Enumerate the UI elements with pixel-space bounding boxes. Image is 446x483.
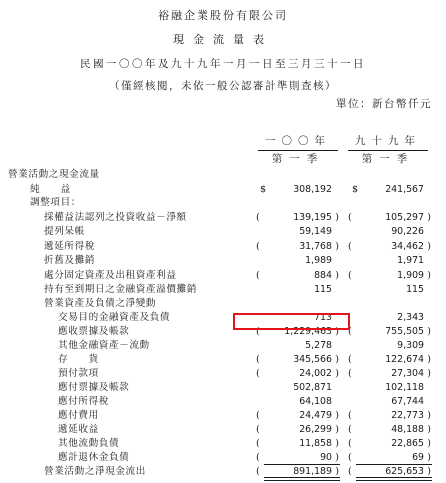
table-row (0, 366, 446, 381)
open-paren: ( (348, 368, 352, 379)
close-paren: ) (335, 354, 339, 365)
open-paren: ( (256, 438, 260, 449)
amount-value: 115 (314, 284, 332, 295)
close-paren: ) (427, 466, 431, 477)
amount-2011q1 (254, 366, 342, 381)
amount-2010q1 (346, 408, 434, 423)
amount-value: 27,304 (391, 368, 424, 379)
amount-value: 1,971 (397, 255, 424, 266)
amount-value: 9,309 (397, 340, 424, 351)
amount-2011q1 (254, 338, 342, 353)
table-row (0, 394, 446, 409)
row-label: 營業活動之淨現金流出 (44, 466, 146, 477)
row-label: 應付費用 (58, 410, 99, 421)
table-row (0, 310, 446, 325)
amount-2010q1 (346, 282, 434, 297)
amount-2010q1 (346, 450, 434, 465)
unit-label: 單位：新台幣仟元 (336, 98, 432, 110)
close-paren: ) (335, 410, 339, 421)
amount-value: 1,229,463 (284, 326, 332, 337)
row-label: 預付款項 (58, 368, 99, 379)
amount-value: 139,195 (293, 212, 332, 223)
row-label: 應計退休金負債 (58, 452, 130, 463)
amount-2010q1 (346, 239, 434, 254)
open-paren: ( (256, 326, 260, 337)
row-label: 處分固定資產及出租資產利益 (44, 270, 177, 281)
close-paren: ) (335, 438, 339, 449)
currency-symbol: $ (352, 184, 359, 195)
column-header-2011q1 (258, 133, 338, 167)
amount-value: 69 (412, 452, 424, 463)
table-row (0, 436, 446, 451)
amount-value: 5,278 (305, 340, 332, 351)
column-year: 一〇〇年 (265, 135, 331, 147)
table-row (0, 380, 446, 395)
column-quarter: 第一季 (361, 153, 415, 165)
close-paren: ) (335, 368, 339, 379)
row-label: 遞延所得稅 (44, 241, 95, 252)
table-row (0, 338, 446, 353)
close-paren: ) (335, 452, 339, 463)
row-label: 折舊及攤銷 (44, 255, 95, 266)
amount-value: 67,744 (391, 396, 424, 407)
review-note: （僅經核閱，未依一般公認審計準則查核） (109, 80, 337, 92)
table-row (0, 450, 446, 465)
open-paren: ( (348, 241, 352, 252)
amount-2010q1 (346, 310, 434, 325)
open-paren: ( (348, 466, 352, 477)
row-label: 營業活動之現金流量 (8, 169, 100, 180)
close-paren: ) (427, 354, 431, 365)
amount-value: 64,108 (299, 396, 332, 407)
open-paren: ( (256, 410, 260, 421)
open-paren: ( (348, 270, 352, 281)
row-label: 提列呆帳 (44, 226, 85, 237)
amount-2011q1 (254, 253, 342, 268)
amount-value: 891,189 (293, 466, 332, 477)
amount-value: 90 (320, 452, 332, 463)
amount-2010q1 (346, 380, 434, 395)
close-paren: ) (427, 212, 431, 223)
row-label: 調整項目： (30, 197, 81, 208)
amount-value: 755,505 (385, 326, 424, 337)
close-paren: ) (427, 452, 431, 463)
amount-2010q1 (346, 324, 434, 339)
open-paren: ( (348, 424, 352, 435)
table-row (0, 324, 446, 339)
amount-value: 22,865 (391, 438, 424, 449)
amount-2011q1 (254, 210, 342, 225)
amount-2010q1 (346, 394, 434, 409)
amount-value: 59,149 (299, 226, 332, 237)
table-row (0, 210, 446, 225)
row-label: 其他流動負債 (58, 438, 120, 449)
row-label: 持有至到期日之金融資產溢價攤銷 (44, 284, 197, 295)
amount-2010q1 (346, 436, 434, 451)
close-paren: ) (427, 424, 431, 435)
amount-value: 48,188 (391, 424, 424, 435)
close-paren: ) (335, 466, 339, 477)
amount-2011q1 (254, 394, 342, 409)
statement-title: 現金流量表 (173, 33, 273, 46)
row-label: 採權益法認列之投資收益－淨額 (44, 212, 187, 223)
row-label: 營業資產及負債之淨變動 (44, 298, 157, 309)
row-label: 應付票據及帳款 (58, 382, 130, 393)
close-paren: ) (427, 241, 431, 252)
amount-2011q1 (254, 408, 342, 423)
open-paren: ( (348, 438, 352, 449)
close-paren: ) (335, 212, 339, 223)
close-paren: ) (427, 438, 431, 449)
open-paren: ( (256, 270, 260, 281)
row-label: 應付所得稅 (58, 396, 109, 407)
amount-value: 24,479 (299, 410, 332, 421)
amount-2010q1 (346, 253, 434, 268)
amount-2011q1 (254, 352, 342, 367)
amount-value: 115 (406, 284, 424, 295)
amount-2011q1 (254, 282, 342, 297)
amount-2011q1 (254, 239, 342, 254)
amount-2011q1 (254, 436, 342, 451)
amount-2010q1 (346, 352, 434, 367)
close-paren: ) (427, 410, 431, 421)
amount-value: 625,653 (385, 466, 424, 477)
currency-symbol: $ (260, 184, 267, 195)
close-paren: ) (427, 326, 431, 337)
amount-value: 11,858 (299, 438, 332, 449)
amount-value: 2,343 (397, 312, 424, 323)
amount-2010q1 (346, 338, 434, 353)
amount-value: 884 (314, 270, 332, 281)
amount-2010q1 (346, 422, 434, 437)
amount-value: 241,567 (385, 184, 424, 195)
open-paren: ( (256, 424, 260, 435)
row-label: 交易目的金融資產及負債 (58, 312, 171, 323)
table-row (0, 296, 446, 311)
table-row (0, 239, 446, 254)
row-label: 遞延收益 (58, 424, 99, 435)
amount-2011q1 (254, 464, 342, 479)
row-label: 其他金融資產－流動 (58, 340, 150, 351)
open-paren: ( (348, 452, 352, 463)
amount-2010q1 (346, 464, 434, 479)
highlight-box (233, 313, 350, 330)
amount-2011q1 (254, 450, 342, 465)
open-paren: ( (348, 410, 352, 421)
table-row (0, 282, 446, 297)
company-name: 裕融企業股份有限公司 (158, 9, 288, 22)
open-paren: ( (256, 368, 260, 379)
amount-value: 22,773 (391, 410, 424, 421)
close-paren: ) (427, 368, 431, 379)
table-row (0, 167, 446, 182)
table-row (0, 224, 446, 239)
amount-value: 90,226 (391, 226, 424, 237)
amount-2010q1 (346, 268, 434, 283)
amount-value: 308,192 (293, 184, 332, 195)
amount-2011q1 (254, 422, 342, 437)
row-label: 純 益 (30, 184, 71, 195)
column-year: 九十九年 (355, 135, 421, 147)
open-paren: ( (348, 326, 352, 337)
open-paren: ( (256, 452, 260, 463)
amount-2011q1 (254, 224, 342, 239)
open-paren: ( (348, 212, 352, 223)
table-row (0, 253, 446, 268)
row-label: 存 貨 (58, 354, 99, 365)
amount-value: 34,462 (391, 241, 424, 252)
amount-2010q1 (346, 210, 434, 225)
table-row (0, 464, 446, 479)
row-label: 應收票據及帳款 (58, 326, 130, 337)
amount-value: 105,297 (385, 212, 424, 223)
amount-value: 713 (314, 312, 332, 323)
amount-value: 1,989 (305, 255, 332, 266)
amount-value: 502,871 (293, 382, 332, 393)
close-paren: ) (335, 241, 339, 252)
close-paren: ) (427, 270, 431, 281)
amount-2010q1 (346, 366, 434, 381)
amount-value: 31,768 (299, 241, 332, 252)
table-row (0, 422, 446, 437)
amount-2011q1 (254, 380, 342, 395)
open-paren: ( (256, 212, 260, 223)
table-row (0, 408, 446, 423)
amount-value: 122,674 (385, 354, 424, 365)
table-row (0, 195, 446, 210)
amount-2010q1 (346, 224, 434, 239)
amount-value: 345,566 (293, 354, 332, 365)
open-paren: ( (256, 354, 260, 365)
amount-2011q1 (254, 268, 342, 283)
amount-value: 26,299 (299, 424, 332, 435)
open-paren: ( (256, 241, 260, 252)
column-header-2010q1 (348, 133, 428, 167)
amount-value: 24,002 (299, 368, 332, 379)
table-row (0, 352, 446, 367)
close-paren: ) (335, 326, 339, 337)
amount-value: 1,909 (397, 270, 424, 281)
open-paren: ( (256, 466, 260, 477)
amount-value: 102,118 (385, 382, 424, 393)
close-paren: ) (335, 270, 339, 281)
close-paren: ) (335, 424, 339, 435)
statement-period: 民國一〇〇年及九十九年一月一日至三月三十一日 (80, 58, 366, 70)
open-paren: ( (348, 354, 352, 365)
column-quarter: 第一季 (271, 153, 325, 165)
table-row (0, 268, 446, 283)
